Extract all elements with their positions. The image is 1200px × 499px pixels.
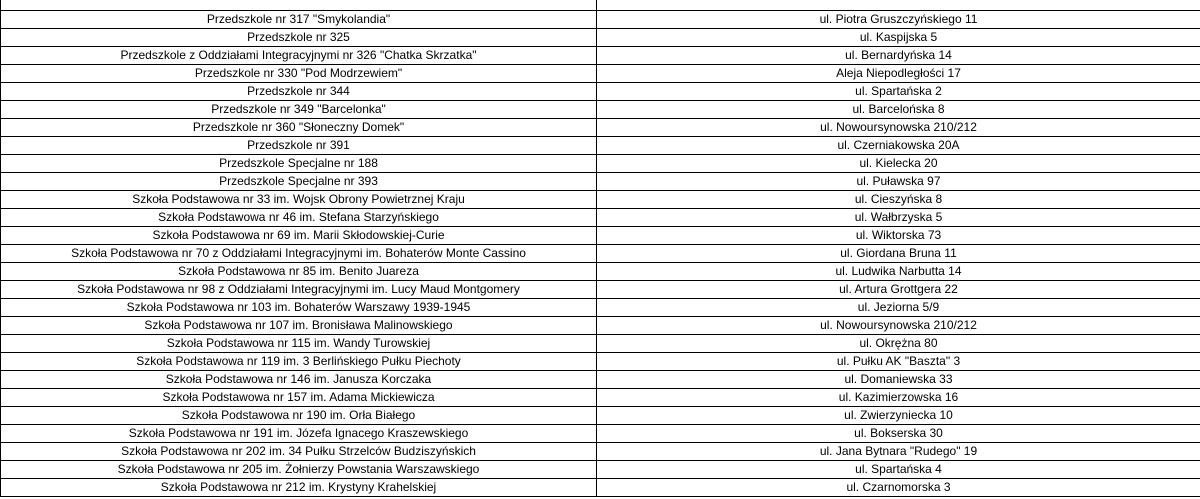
cell-address[interactable]: ul. Barcelońska 8 xyxy=(597,101,1200,119)
table-row xyxy=(1,263,1200,281)
table-row xyxy=(1,0,1200,11)
cell-address[interactable]: ul. Okrężna 80 xyxy=(597,335,1200,353)
table-row xyxy=(1,245,1200,263)
cell-address[interactable]: ul. Wałbrzyska 5 xyxy=(597,209,1200,227)
cell-name[interactable]: Szkoła Podstawowa nr 70 z Oddziałami Integracyjnymi im. Bohaterów Monte Cassino xyxy=(1,245,597,263)
cell-name[interactable]: Szkoła Podstawowa nr 190 im. Orła Białego xyxy=(1,407,597,425)
table-row xyxy=(1,407,1200,425)
cell-name[interactable]: Przedszkole nr 360 "Słoneczny Domek" xyxy=(1,119,597,137)
table-body xyxy=(1,0,1200,497)
table-row xyxy=(1,209,1200,227)
cell-address[interactable]: ul. Nowoursynowska 210/212 xyxy=(597,119,1200,137)
table-row xyxy=(1,173,1200,191)
cell-address[interactable]: ul. Piotra Gruszczyńskiego 11 xyxy=(597,11,1200,29)
table-row xyxy=(1,65,1200,83)
cell-name[interactable]: Przedszkole nr 330 "Pod Modrzewiem" xyxy=(1,65,597,83)
cell-name[interactable]: Przedszkole z Oddziałami Integracyjnymi nr 326 "Chatka Skrzatka" xyxy=(1,47,597,65)
table-row xyxy=(1,335,1200,353)
cell-name[interactable]: Przedszkole nr 391 xyxy=(1,137,597,155)
cell-name[interactable]: Przedszkole nr 349 "Barcelonka" xyxy=(1,101,597,119)
cell-address[interactable]: Aleja Niepodległości 17 xyxy=(597,65,1200,83)
table-row xyxy=(1,281,1200,299)
cell-name[interactable]: Szkoła Podstawowa nr 146 im. Janusza Korczaka xyxy=(1,371,597,389)
cell-address[interactable]: ul. Bokserska 30 xyxy=(597,425,1200,443)
cell-address[interactable]: ul. Kaspijska 5 xyxy=(597,29,1200,47)
table-row xyxy=(1,425,1200,443)
cell-name[interactable] xyxy=(1,0,597,11)
table-row xyxy=(1,83,1200,101)
cell-address[interactable]: ul. Czerniakowska 20A xyxy=(597,137,1200,155)
cell-name[interactable]: Szkoła Podstawowa nr 33 im. Wojsk Obrony Powietrznej Kraju xyxy=(1,191,597,209)
table-row xyxy=(1,389,1200,407)
table-row xyxy=(1,479,1200,497)
cell-name[interactable]: Przedszkole nr 325 xyxy=(1,29,597,47)
cell-name[interactable]: Szkoła Podstawowa nr 115 im. Wandy Turowskiej xyxy=(1,335,597,353)
cell-address[interactable]: ul. Jeziorna 5/9 xyxy=(597,299,1200,317)
cell-name[interactable]: Szkoła Podstawowa nr 202 im. 34 Pułku Strzelców Budziszyńskich xyxy=(1,443,597,461)
table-row xyxy=(1,101,1200,119)
cell-address[interactable] xyxy=(597,0,1200,11)
table-row xyxy=(1,227,1200,245)
cell-name[interactable]: Szkoła Podstawowa nr 46 im. Stefana Starzyńskiego xyxy=(1,209,597,227)
cell-name[interactable]: Przedszkole Specjalne nr 188 xyxy=(1,155,597,173)
cell-name[interactable]: Przedszkole Specjalne nr 393 xyxy=(1,173,597,191)
cell-address[interactable]: ul. Pułku AK "Baszta" 3 xyxy=(597,353,1200,371)
cell-name[interactable]: Szkoła Podstawowa nr 191 im. Józefa Ignacego Kraszewskiego xyxy=(1,425,597,443)
cell-name[interactable]: Szkoła Podstawowa nr 69 im. Marii Skłodowskiej-Curie xyxy=(1,227,597,245)
cell-name[interactable]: Szkoła Podstawowa nr 103 im. Bohaterów Warszawy 1939-1945 xyxy=(1,299,597,317)
cell-name[interactable]: Szkoła Podstawowa nr 85 im. Benito Juareza xyxy=(1,263,597,281)
cell-address[interactable]: ul. Wiktorska 73 xyxy=(597,227,1200,245)
table-row xyxy=(1,47,1200,65)
cell-address[interactable]: ul. Nowoursynowska 210/212 xyxy=(597,317,1200,335)
cell-address[interactable]: ul. Puławska 97 xyxy=(597,173,1200,191)
cell-address[interactable]: ul. Spartańska 4 xyxy=(597,461,1200,479)
cell-address[interactable]: ul. Kazimierzowska 16 xyxy=(597,389,1200,407)
cell-address[interactable]: ul. Artura Grottgera 22 xyxy=(597,281,1200,299)
table-row xyxy=(1,317,1200,335)
cell-name[interactable]: Szkoła Podstawowa nr 205 im. Żołnierzy Powstania Warszawskiego xyxy=(1,461,597,479)
table-row xyxy=(1,299,1200,317)
table-row xyxy=(1,443,1200,461)
table-row xyxy=(1,155,1200,173)
cell-address[interactable]: ul. Giordana Bruna 11 xyxy=(597,245,1200,263)
table-row xyxy=(1,119,1200,137)
cell-address[interactable]: ul. Czarnomorska 3 xyxy=(597,479,1200,497)
cell-address[interactable]: ul. Domaniewska 33 xyxy=(597,371,1200,389)
cell-name[interactable]: Szkoła Podstawowa nr 107 im. Bronisława Malinowskiego xyxy=(1,317,597,335)
cell-address[interactable]: ul. Bernardyńska 14 xyxy=(597,47,1200,65)
table-row xyxy=(1,11,1200,29)
cell-name[interactable]: Szkoła Podstawowa nr 212 im. Krystyny Krahelskiej xyxy=(1,479,597,497)
table-row xyxy=(1,29,1200,47)
cell-name[interactable]: Szkoła Podstawowa nr 119 im. 3 Berlińskiego Pułku Piechoty xyxy=(1,353,597,371)
cell-name[interactable]: Przedszkole nr 344 xyxy=(1,83,597,101)
table-row xyxy=(1,371,1200,389)
cell-address[interactable]: ul. Zwierzyniecka 10 xyxy=(597,407,1200,425)
table-row xyxy=(1,353,1200,371)
table-row xyxy=(1,191,1200,209)
cell-address[interactable]: ul. Cieszyńska 8 xyxy=(597,191,1200,209)
cell-address[interactable]: ul. Kielecka 20 xyxy=(597,155,1200,173)
cell-address[interactable]: ul. Ludwika Narbutta 14 xyxy=(597,263,1200,281)
table-row xyxy=(1,137,1200,155)
cell-name[interactable]: Przedszkole nr 317 "Smykolandia" xyxy=(1,11,597,29)
cell-address[interactable]: ul. Spartańska 2 xyxy=(597,83,1200,101)
cell-name[interactable]: Szkoła Podstawowa nr 98 z Oddziałami Integracyjnymi im. Lucy Maud Montgomery xyxy=(1,281,597,299)
cell-address[interactable]: ul. Jana Bytnara "Rudego" 19 xyxy=(597,443,1200,461)
cell-name[interactable]: Szkoła Podstawowa nr 157 im. Adama Mickiewicza xyxy=(1,389,597,407)
table-row xyxy=(1,461,1200,479)
